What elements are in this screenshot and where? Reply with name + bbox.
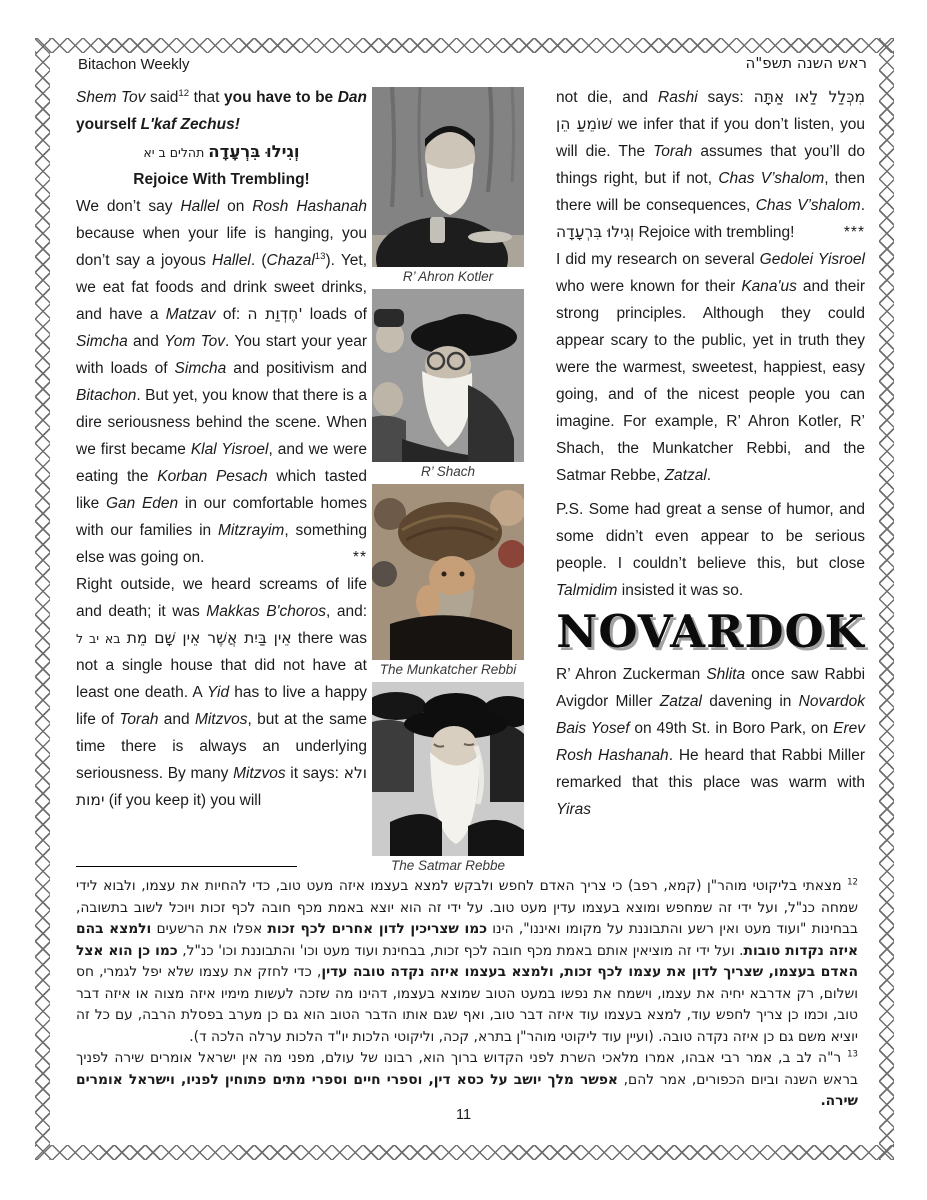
- right-column: [556, 84, 865, 823]
- photo-munkatcher-rebbi: [372, 484, 524, 660]
- photo-caption: R’ Ahron Kotler: [402, 269, 494, 284]
- newsletter-title: Bitachon Weekly: [78, 56, 190, 73]
- paragraph-rashi: not die, and Rashi says: מִכְּלַל לַאו אַתָּה שׁוֹמֵעַ הֵן we infer that if you don’t listen, you will die. The Torah assumes that you’ll do things right, but if not, Chas V’shalom, then there will be consequences, Chas V’shalom. וְגִילוּ בִּרְעָדָה Rejoice with trembling! ***: [556, 88, 866, 241]
- photo-caption: The Munkatcher Rebbi: [379, 662, 517, 677]
- footnote-divider: [76, 866, 297, 867]
- photo-column: [372, 87, 524, 878]
- paragraph-makkas-bchoros: Right outside, we heard screams of life and death; it was Makkas B'choros, and: אֵין בַּיִת אֲשֶׁר אֵין שָׁם מֵת בא יב ל there was not a single house that did not have at least one death. A Yid has to live a happy life of Torah and Mitzvos, but at the same time there is always an underlying seriousness. By many Mitzvos it says: ולא ימות (if you keep it) you will: [76, 576, 368, 809]
- border-stitch-left: [35, 38, 50, 1160]
- paragraph-ps-humor: P.S. Some had great a sense of humor, and some didn’t even appear to be serious people. I couldn’t believe this, but close Talmidim insisted it was so.: [556, 501, 865, 599]
- photo-caption: The Satmar Rebbe: [390, 858, 506, 873]
- photo-satmar-rebbe: [372, 682, 524, 856]
- hebrew-verse-line: וְגִילוּ בִּרְעָדָה תהלים ב יא: [143, 142, 300, 161]
- border-stitch-right: [879, 38, 894, 1160]
- paragraph-novardok-story: R’ Ahron Zuckerman Shlita once saw Rabbi Avigdor Miller Zatzal davening in Novardok Bais Yosef on 49th St. in Boro Park, on Erev Rosh Hashanah. He heard that Rabbi Miller remarked that this place was warm with Yiras: [556, 666, 866, 818]
- hebrew-date: ראש השנה תשפ"ה: [745, 54, 867, 72]
- photo-r-ahron-kotler: [372, 87, 524, 267]
- photo-block-munkatcher-rebbi: [372, 484, 524, 680]
- footnotes-section: [76, 876, 858, 1113]
- photo-block-ahron-kotler: [372, 87, 524, 287]
- photo-r-shach: [372, 289, 524, 462]
- novardok-heading: NOVARDOK: [556, 605, 865, 658]
- photo-block-satmar-rebbe: [372, 682, 524, 876]
- footnote-12: $^{12}$ מצאתי בליקוטי מוהר"ן (קמא, רפב) כי צריך האדם לחפש ולבקש למצא בעצמו איזה מעט טוב, כדי להחיות את עצמו, ולבוא לידי שמחה כנ"ל, ועל ידי זה שמחפש ומוצא בעצמו עדין מעט טוב. על ידי זה הוא יוצא באמת מכף חובה לכף זכות ויוכל לשוב בתשובה, בבחינות "ועוד מעט ואין רשע והתבוננת על מקומו ואיננו", הינו כמו שצריכין לדון אחרים לכף זכות אפלו את הרשעים ולמצא בהם איזה נקדות טובות. ועל ידי זה מוציאין אותם באמת מכף חובה לכף זכות, בבחינת ועוד מעט וכו' והתבוננת וכו' כנ"ל, כמו כן הוא אצל האדם בעצמו, שצריך לדון את עצמו לכף זכות, ולמצא בעצמו איזה נקדה טובה עדין, כדי לחזק את עצמו שלא יפל לגמרי, חס ושלום, רק אדרבא יחיה את עצמו, וישמח את נפשו במעט הטוב שמוצא בעצמו, דהינו מה שזכה לעשות מימיו איזה מצוה או איזה דבר טוב, וכמו כן צריך לחפש עוד, למצא בעצמו עוד איזה דבר טוב, ואף שגם אותו הדבר הטוב הוא גם כן מערב בפסלת הרבה, עם כל זה יוציא משם גם כן איזה נקדה טובה. (ועיין עוד ליקוטי מוהר"ן בתרא, קכה, וליקוטי הלכות יו"ד הלכות ערלה הלכה ד).: [76, 877, 859, 1045]
- paragraph-gedolei-research: I did my research on several Gedolei Yisroel who were known for their Kana'us and their strong principles. Although they could appear scary to the public, yet in truth they were the warmest, sweetest, happiest, easy going, and of the nicest people you can imagine. For example, R’ Ahron Kotler, R’ Shach, the Munkatcher Rebbi, and the Satmar Rebbe, Zatzal.: [556, 251, 865, 484]
- border-stitch-bottom: [35, 1145, 894, 1160]
- photo-caption: R’ Shach: [420, 464, 476, 479]
- paragraph-hallel: We don’t say Hallel on Rosh Hashanah because when your life is hanging, you don’t say a joyous Hallel. (Chazal$^{13}$). Yet, we eat fat foods and drink sweet drinks, and have a Matzav of: חֶדְוַת ה' loads of Simcha and Yom Tov. You start your year with loads of Simcha and positivism and Bitachon. But yet, you know that there is a dire seriousness behind the scene. When we first became Klal Yisroel, and we were eating the Korban Pesach which tasted like Gan Eden in our comfortable homes with our families in Mitzrayim, something else was going on. **: [76, 198, 367, 566]
- border-stitch-top: [35, 38, 894, 53]
- photo-block-r-shach: [372, 289, 524, 482]
- paragraph-shem-tov: Shem Tov said$^{12}$ that you have to be Dan yourself L'kaf Zechus!: [76, 87, 367, 133]
- page-number: 11: [455, 1107, 472, 1123]
- section-title-rejoice: Rejoice With Trembling!: [133, 171, 310, 188]
- footnote-13: $^{13}$ ר"ה לב ב, אמר רבי אבהו, אמרו מלאכי השרת לפני הקדוש ברוך הוא, רבונו של עולם, מפני מה אין ישראל אומרים שירה לפניך בראש השנה וביום הכפורים, אמר להם, אפשר מלך יושב על כסא דין, וספרי חיים וספרי מתים פתוחין לפניו, וישראל אומרים שירה.: [76, 1049, 858, 1109]
- left-column: [76, 84, 367, 814]
